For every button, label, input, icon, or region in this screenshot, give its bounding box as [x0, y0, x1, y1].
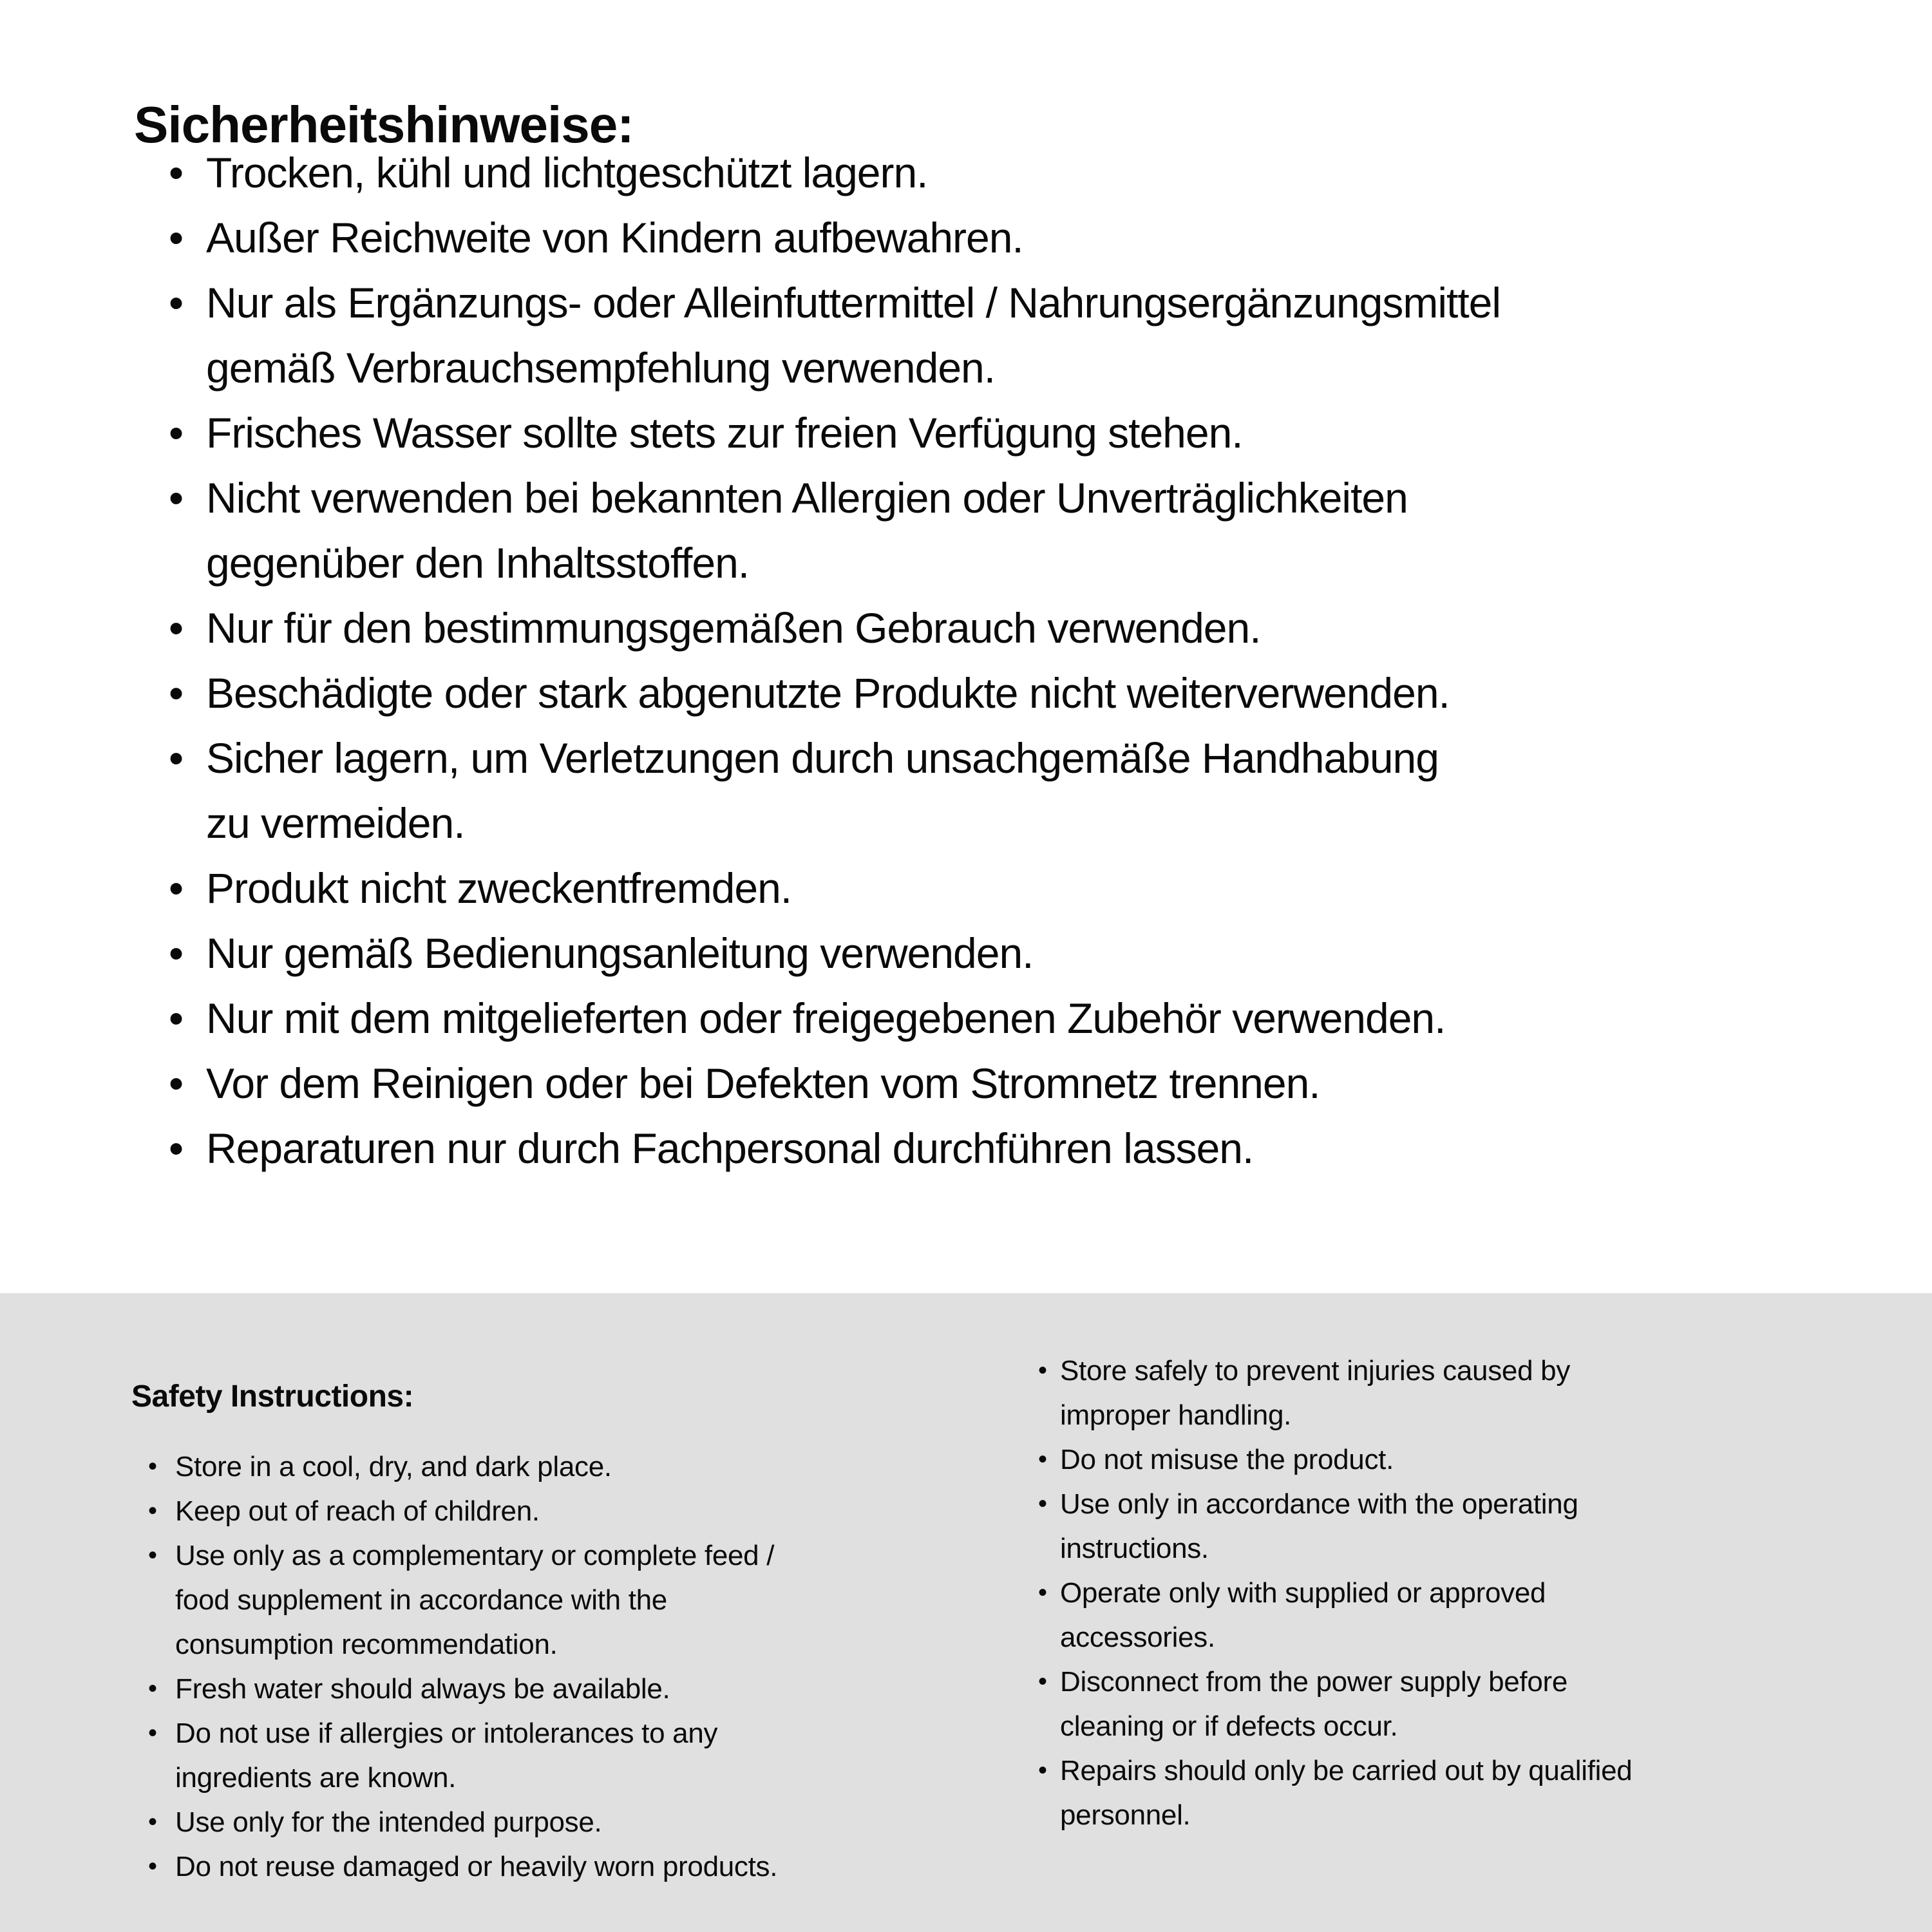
- bullet-icon: •: [169, 279, 184, 327]
- list-item: [131, 1533, 1007, 1667]
- english-title: Safety Instructions:: [131, 1379, 414, 1414]
- list-item: [1038, 1437, 1901, 1482]
- list-item-line: personnel.: [1060, 1799, 1191, 1831]
- list-item-line: cleaning or if defects occur.: [1060, 1710, 1398, 1742]
- bullet-icon: •: [148, 1496, 158, 1525]
- bullet-icon: •: [1038, 1756, 1048, 1785]
- list-item: [135, 270, 1874, 401]
- bullet-icon: •: [169, 1124, 184, 1172]
- list-item-line: Store safely to prevent injuries caused by: [1060, 1355, 1571, 1387]
- bullet-icon: •: [1038, 1356, 1048, 1385]
- bullet-icon: •: [169, 734, 184, 782]
- list-item-line: Reparaturen nur durch Fachpersonal durchführen lassen.: [206, 1124, 1254, 1172]
- list-item: [1038, 1660, 1901, 1748]
- bullet-icon: •: [169, 994, 184, 1042]
- bullet-icon: •: [1038, 1667, 1048, 1696]
- list-item-line: accessories.: [1060, 1622, 1215, 1653]
- bullet-icon: •: [148, 1718, 158, 1747]
- bullet-icon: •: [169, 474, 184, 522]
- list-item-line: Keep out of reach of children.: [175, 1495, 540, 1527]
- bullet-icon: •: [169, 929, 184, 977]
- list-item-line: Disconnect from the power supply before: [1060, 1666, 1568, 1698]
- list-item: [1038, 1349, 1901, 1437]
- list-item-line: Use only for the intended purpose.: [175, 1806, 602, 1838]
- list-item-line: Use only as a complementary or complete feed /: [175, 1539, 775, 1571]
- bullet-icon: •: [1038, 1445, 1048, 1473]
- list-item-line: Do not use if allergies or intolerances to any: [175, 1717, 718, 1749]
- english-left-list: [131, 1444, 1007, 1889]
- list-item-line: Nur für den bestimmungsgemäßen Gebrauch verwenden.: [206, 604, 1261, 652]
- list-item-line: gemäß Verbrauchsempfehlung verwenden.: [206, 344, 996, 392]
- list-item: [131, 1844, 1007, 1889]
- list-item: [135, 466, 1874, 596]
- list-item-line: improper handling.: [1060, 1399, 1292, 1431]
- list-item-line: Beschädigte oder stark abgenutzte Produkte nicht weiterverwenden.: [206, 669, 1450, 717]
- list-item-line: Nur als Ergänzungs- oder Alleinfuttermittel / Nahrungsergänzungsmittel: [206, 279, 1501, 327]
- english-section: [0, 1293, 1932, 1932]
- english-right-column: [1038, 1349, 1901, 1837]
- list-item-line: Vor dem Reinigen oder bei Defekten vom Stromnetz trennen.: [206, 1059, 1320, 1107]
- list-item: [135, 921, 1874, 986]
- list-item-line: Nur gemäß Bedienungsanleitung verwenden.: [206, 929, 1034, 977]
- list-item-line: Außer Reichweite von Kindern aufbewahren.: [206, 214, 1023, 261]
- bullet-icon: •: [169, 669, 184, 717]
- list-item: [135, 856, 1874, 921]
- list-item: [131, 1667, 1007, 1711]
- list-item: [135, 140, 1874, 205]
- bullet-icon: •: [169, 1059, 184, 1107]
- bullet-icon: •: [169, 409, 184, 457]
- list-item: [131, 1444, 1007, 1489]
- bullet-icon: •: [169, 149, 184, 196]
- list-item: [135, 205, 1874, 270]
- list-item-line: instructions.: [1060, 1533, 1209, 1564]
- german-list: [135, 140, 1874, 1181]
- bullet-icon: •: [148, 1852, 158, 1880]
- list-item-line: Do not reuse damaged or heavily worn products.: [175, 1850, 778, 1882]
- bullet-icon: •: [148, 1807, 158, 1836]
- list-item-line: Frisches Wasser sollte stets zur freien Verfügung stehen.: [206, 409, 1243, 457]
- bullet-icon: •: [148, 1674, 158, 1703]
- list-item-line: Use only in accordance with the operating: [1060, 1488, 1578, 1520]
- list-item: [131, 1489, 1007, 1533]
- list-item: [135, 986, 1874, 1051]
- list-item-line: Store in a cool, dry, and dark place.: [175, 1450, 612, 1482]
- list-item-line: Trocken, kühl und lichtgeschützt lagern.: [206, 149, 928, 196]
- list-item-line: food supplement in accordance with the: [175, 1584, 667, 1616]
- bullet-icon: •: [169, 864, 184, 912]
- bullet-icon: •: [169, 604, 184, 652]
- bullet-icon: •: [1038, 1578, 1048, 1607]
- list-item: [135, 1051, 1874, 1116]
- bullet-icon: •: [1038, 1490, 1048, 1518]
- german-title: Sicherheitshinweise:: [134, 95, 634, 153]
- list-item-line: gegenüber den Inhaltsstoffen.: [206, 539, 750, 587]
- list-item-line: Sicher lagern, um Verletzungen durch unsachgemäße Handhabung: [206, 734, 1439, 782]
- list-item: [1038, 1482, 1901, 1571]
- list-item: [1038, 1748, 1901, 1837]
- list-item: [135, 1116, 1874, 1181]
- list-item-line: Repairs should only be carried out by qualified: [1060, 1755, 1633, 1786]
- list-item: [131, 1800, 1007, 1844]
- bullet-icon: •: [169, 214, 184, 261]
- list-item: [135, 596, 1874, 661]
- list-item-line: Nicht verwenden bei bekannten Allergien oder Unverträglichkeiten: [206, 474, 1408, 522]
- list-item-line: Nur mit dem mitgelieferten oder freigegebenen Zubehör verwenden.: [206, 994, 1446, 1042]
- list-item-line: Fresh water should always be available.: [175, 1672, 670, 1705]
- list-item: [135, 726, 1874, 856]
- bullet-icon: •: [148, 1540, 158, 1569]
- list-item-line: zu vermeiden.: [206, 799, 465, 847]
- english-right-list: [1038, 1349, 1901, 1837]
- list-item-line: consumption recommendation.: [175, 1628, 558, 1660]
- list-item: [131, 1711, 1007, 1800]
- bullet-icon: •: [148, 1452, 158, 1481]
- list-item: [1038, 1571, 1901, 1660]
- list-item-line: Produkt nicht zweckentfremden.: [206, 864, 792, 912]
- list-item-line: Operate only with supplied or approved: [1060, 1577, 1546, 1609]
- list-item: [135, 401, 1874, 466]
- list-item: [135, 661, 1874, 726]
- english-left-column: [131, 1349, 1007, 1889]
- list-item-line: Do not misuse the product.: [1060, 1444, 1394, 1475]
- list-item-line: ingredients are known.: [175, 1761, 457, 1794]
